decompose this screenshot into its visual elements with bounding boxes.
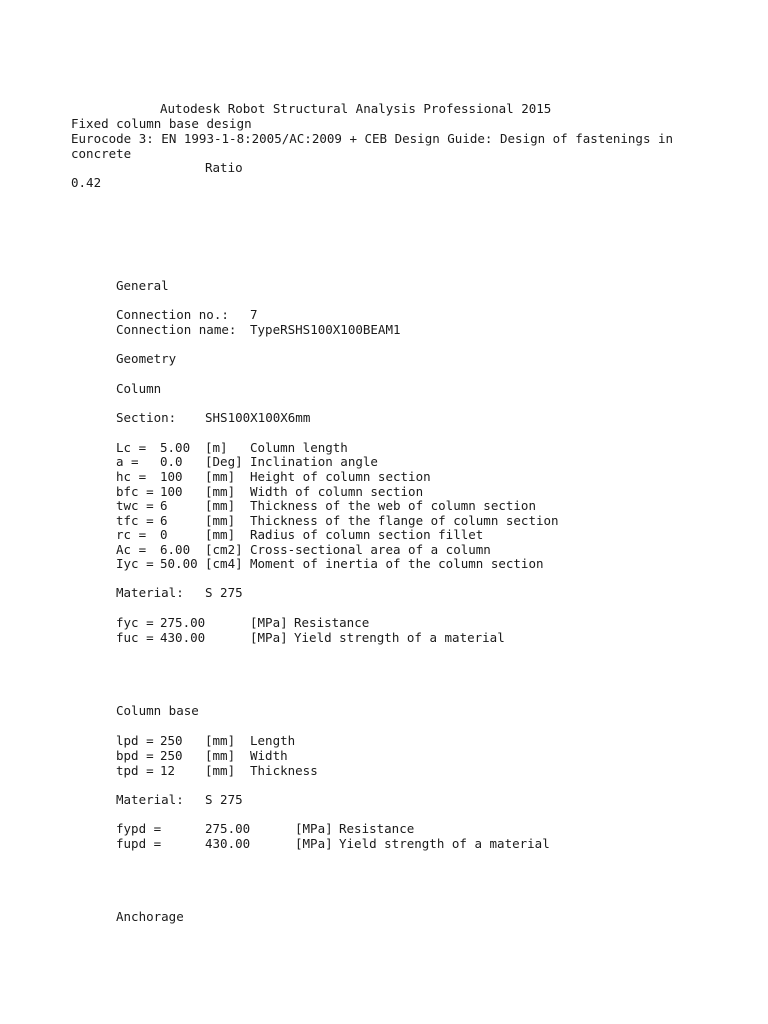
param-unit: [mm]	[205, 484, 236, 499]
strength-value: 430.00	[160, 630, 206, 645]
strength-symbol: fyc =	[116, 615, 154, 630]
column-base-heading: Column base	[116, 703, 199, 718]
param-symbol: rc =	[116, 527, 147, 542]
param-unit: [mm]	[205, 527, 236, 542]
geometry-heading: Geometry	[116, 351, 177, 366]
param-symbol: a =	[116, 454, 139, 469]
connection-no-value: 7	[250, 307, 258, 322]
strength-unit: [MPa]	[250, 630, 288, 645]
param-value: 100	[160, 469, 183, 484]
connection-name-value: TypeRSHS100X100BEAM1	[250, 322, 401, 337]
strength-symbol: fuc =	[116, 630, 154, 645]
param-unit: [cm4]	[205, 556, 243, 571]
ratio-value: 0.42	[71, 175, 102, 190]
param-value: 100	[160, 484, 183, 499]
strength-description: Yield strength of a material	[294, 630, 505, 645]
param-unit: [m]	[205, 440, 228, 455]
param-value: 6	[160, 513, 168, 528]
param-description: Inclination angle	[250, 454, 378, 469]
design-code-line-2: concrete	[71, 146, 132, 161]
param-symbol: Lc =	[116, 440, 147, 455]
param-unit: [mm]	[205, 748, 236, 763]
param-unit: [mm]	[205, 763, 236, 778]
param-symbol: bfc =	[116, 484, 154, 499]
connection-name-label: Connection name:	[116, 322, 237, 337]
param-unit: [cm2]	[205, 542, 243, 557]
ratio-label: Ratio	[205, 160, 243, 175]
strength-description: Yield strength of a material	[339, 836, 550, 851]
section-value: SHS100X100X6mm	[205, 410, 311, 425]
strength-symbol: fupd =	[116, 836, 162, 851]
param-value: 250	[160, 733, 183, 748]
param-description: Height of column section	[250, 469, 431, 484]
param-value: 5.00	[160, 440, 191, 455]
param-unit: [mm]	[205, 469, 236, 484]
strength-description: Resistance	[339, 821, 415, 836]
column-base-material-value: S 275	[205, 792, 243, 807]
strength-value: 275.00	[160, 615, 206, 630]
param-value: 6	[160, 498, 168, 513]
param-description: Radius of column section fillet	[250, 527, 484, 542]
design-code-line-1: Eurocode 3: EN 1993-1-8:2005/AC:2009 + CEB Design Guide: Design of fastenings in	[71, 131, 674, 146]
param-symbol: Ac =	[116, 542, 147, 557]
strength-unit: [MPa]	[295, 836, 333, 851]
section-label: Section:	[116, 410, 177, 425]
param-symbol: lpd =	[116, 733, 154, 748]
param-value: 6.00	[160, 542, 191, 557]
param-value: 0	[160, 527, 168, 542]
param-symbol: bpd =	[116, 748, 154, 763]
connection-no-label: Connection no.:	[116, 307, 229, 322]
param-description: Cross-sectional area of a column	[250, 542, 491, 557]
param-unit: [mm]	[205, 733, 236, 748]
param-description: Width of column section	[250, 484, 424, 499]
param-unit: [mm]	[205, 498, 236, 513]
param-symbol: Iyc =	[116, 556, 154, 571]
strength-unit: [MPa]	[295, 821, 333, 836]
general-heading: General	[116, 278, 169, 293]
param-description: Thickness	[250, 763, 318, 778]
param-description: Width	[250, 748, 288, 763]
doc-title: Fixed column base design	[71, 116, 252, 131]
column-material-label: Material:	[116, 585, 184, 600]
param-unit: [Deg]	[205, 454, 243, 469]
param-description: Thickness of the web of column section	[250, 498, 536, 513]
anchorage-heading: Anchorage	[116, 909, 184, 924]
param-value: 250	[160, 748, 183, 763]
column-material-value: S 275	[205, 585, 243, 600]
param-description: Thickness of the flange of column section	[250, 513, 559, 528]
param-symbol: tfc =	[116, 513, 154, 528]
param-symbol: tpd =	[116, 763, 154, 778]
column-heading: Column	[116, 381, 162, 396]
param-symbol: twc =	[116, 498, 154, 513]
strength-value: 430.00	[205, 836, 251, 851]
param-value: 0.0	[160, 454, 183, 469]
app-title: Autodesk Robot Structural Analysis Professional 2015	[160, 101, 552, 116]
param-description: Moment of inertia of the column section	[250, 556, 544, 571]
strength-symbol: fypd =	[116, 821, 162, 836]
param-value: 12	[160, 763, 176, 778]
strength-unit: [MPa]	[250, 615, 288, 630]
param-symbol: hc =	[116, 469, 147, 484]
strength-description: Resistance	[294, 615, 370, 630]
param-unit: [mm]	[205, 513, 236, 528]
column-base-material-label: Material:	[116, 792, 184, 807]
strength-value: 275.00	[205, 821, 251, 836]
param-description: Length	[250, 733, 296, 748]
param-value: 50.00	[160, 556, 198, 571]
param-description: Column length	[250, 440, 348, 455]
